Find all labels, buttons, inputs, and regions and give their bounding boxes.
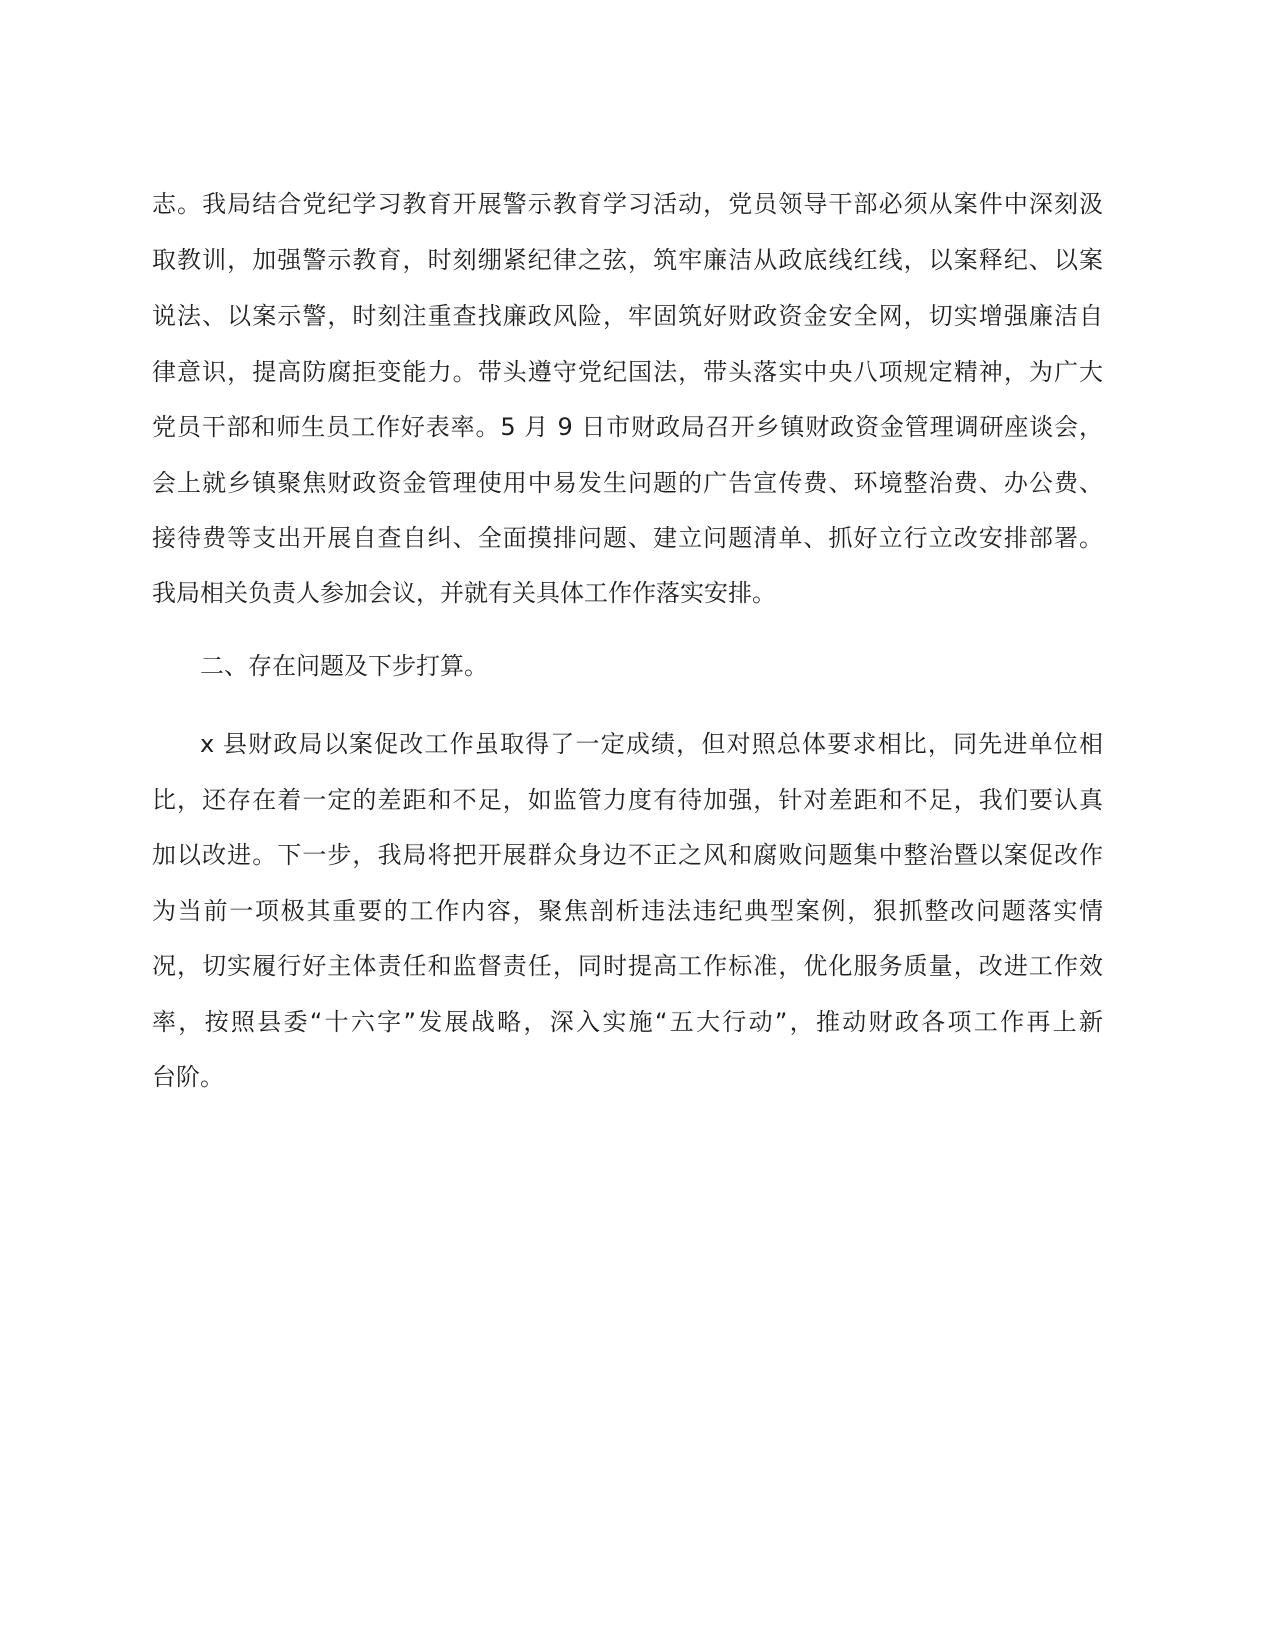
paragraph-2-line: 比，还存在着一定的差距和不足，如监管力度有待加强，针对差距和不足，我们要认真 [152, 786, 1103, 814]
paragraph-1-line: 接待费等支出开展自查自纠、全面摸排问题、建立问题清单、抓好立行立改安排部署。 [152, 524, 1103, 552]
section-heading: 二、存在问题及下步打算。 [200, 652, 488, 680]
paragraph-1-line: 会上就乡镇聚焦财政资金管理使用中易发生问题的广告宣传费、环境整治费、办公费、 [152, 469, 1103, 497]
paragraph-1-line: 取教训，加强警示教育，时刻绷紧纪律之弦，筑牢廉洁从政底线红线，以案释纪、以案 [152, 246, 1103, 274]
paragraph-2-line: 台阶。 [152, 1063, 224, 1091]
paragraph-2-line: x 县财政局以案促改工作虽取得了一定成绩，但对照总体要求相比，同先进单位相 [200, 730, 1103, 758]
paragraph-1-line: 我局相关负责人参加会议，并就有关具体工作作落实安排。 [152, 579, 776, 607]
paragraph-2-line: 况，切实履行好主体责任和监督责任，同时提高工作标准，优化服务质量，改进工作效 [152, 952, 1103, 980]
paragraph-2-line: 加以改进。下一步，我局将把开展群众身边不正之风和腐败问题集中整治暨以案促改作 [152, 841, 1103, 869]
paragraph-2-line: 率，按照县委“十六字”发展战略，深入实施“五大行动”，推动财政各项工作再上新 [152, 1008, 1103, 1036]
paragraph-1-line: 志。我局结合党纪学习教育开展警示教育学习活动，党员领导干部必须从案件中深刻汲 [152, 190, 1103, 218]
paragraph-2-line: 为当前一项极其重要的工作内容，聚焦剖析违法违纪典型案例，狠抓整改问题落实情 [152, 897, 1103, 925]
paragraph-1-line: 律意识，提高防腐拒变能力。带头遵守党纪国法，带头落实中央八项规定精神，为广大 [152, 358, 1103, 386]
paragraph-1-line: 党员干部和师生员工作好表率。5 月 9 日市财政局召开乡镇财政资金管理调研座谈会， [152, 413, 1103, 441]
paragraph-1-line: 说法、以案示警，时刻注重查找廉政风险，牢固筑好财政资金安全网，切实增强廉洁自 [152, 302, 1103, 330]
